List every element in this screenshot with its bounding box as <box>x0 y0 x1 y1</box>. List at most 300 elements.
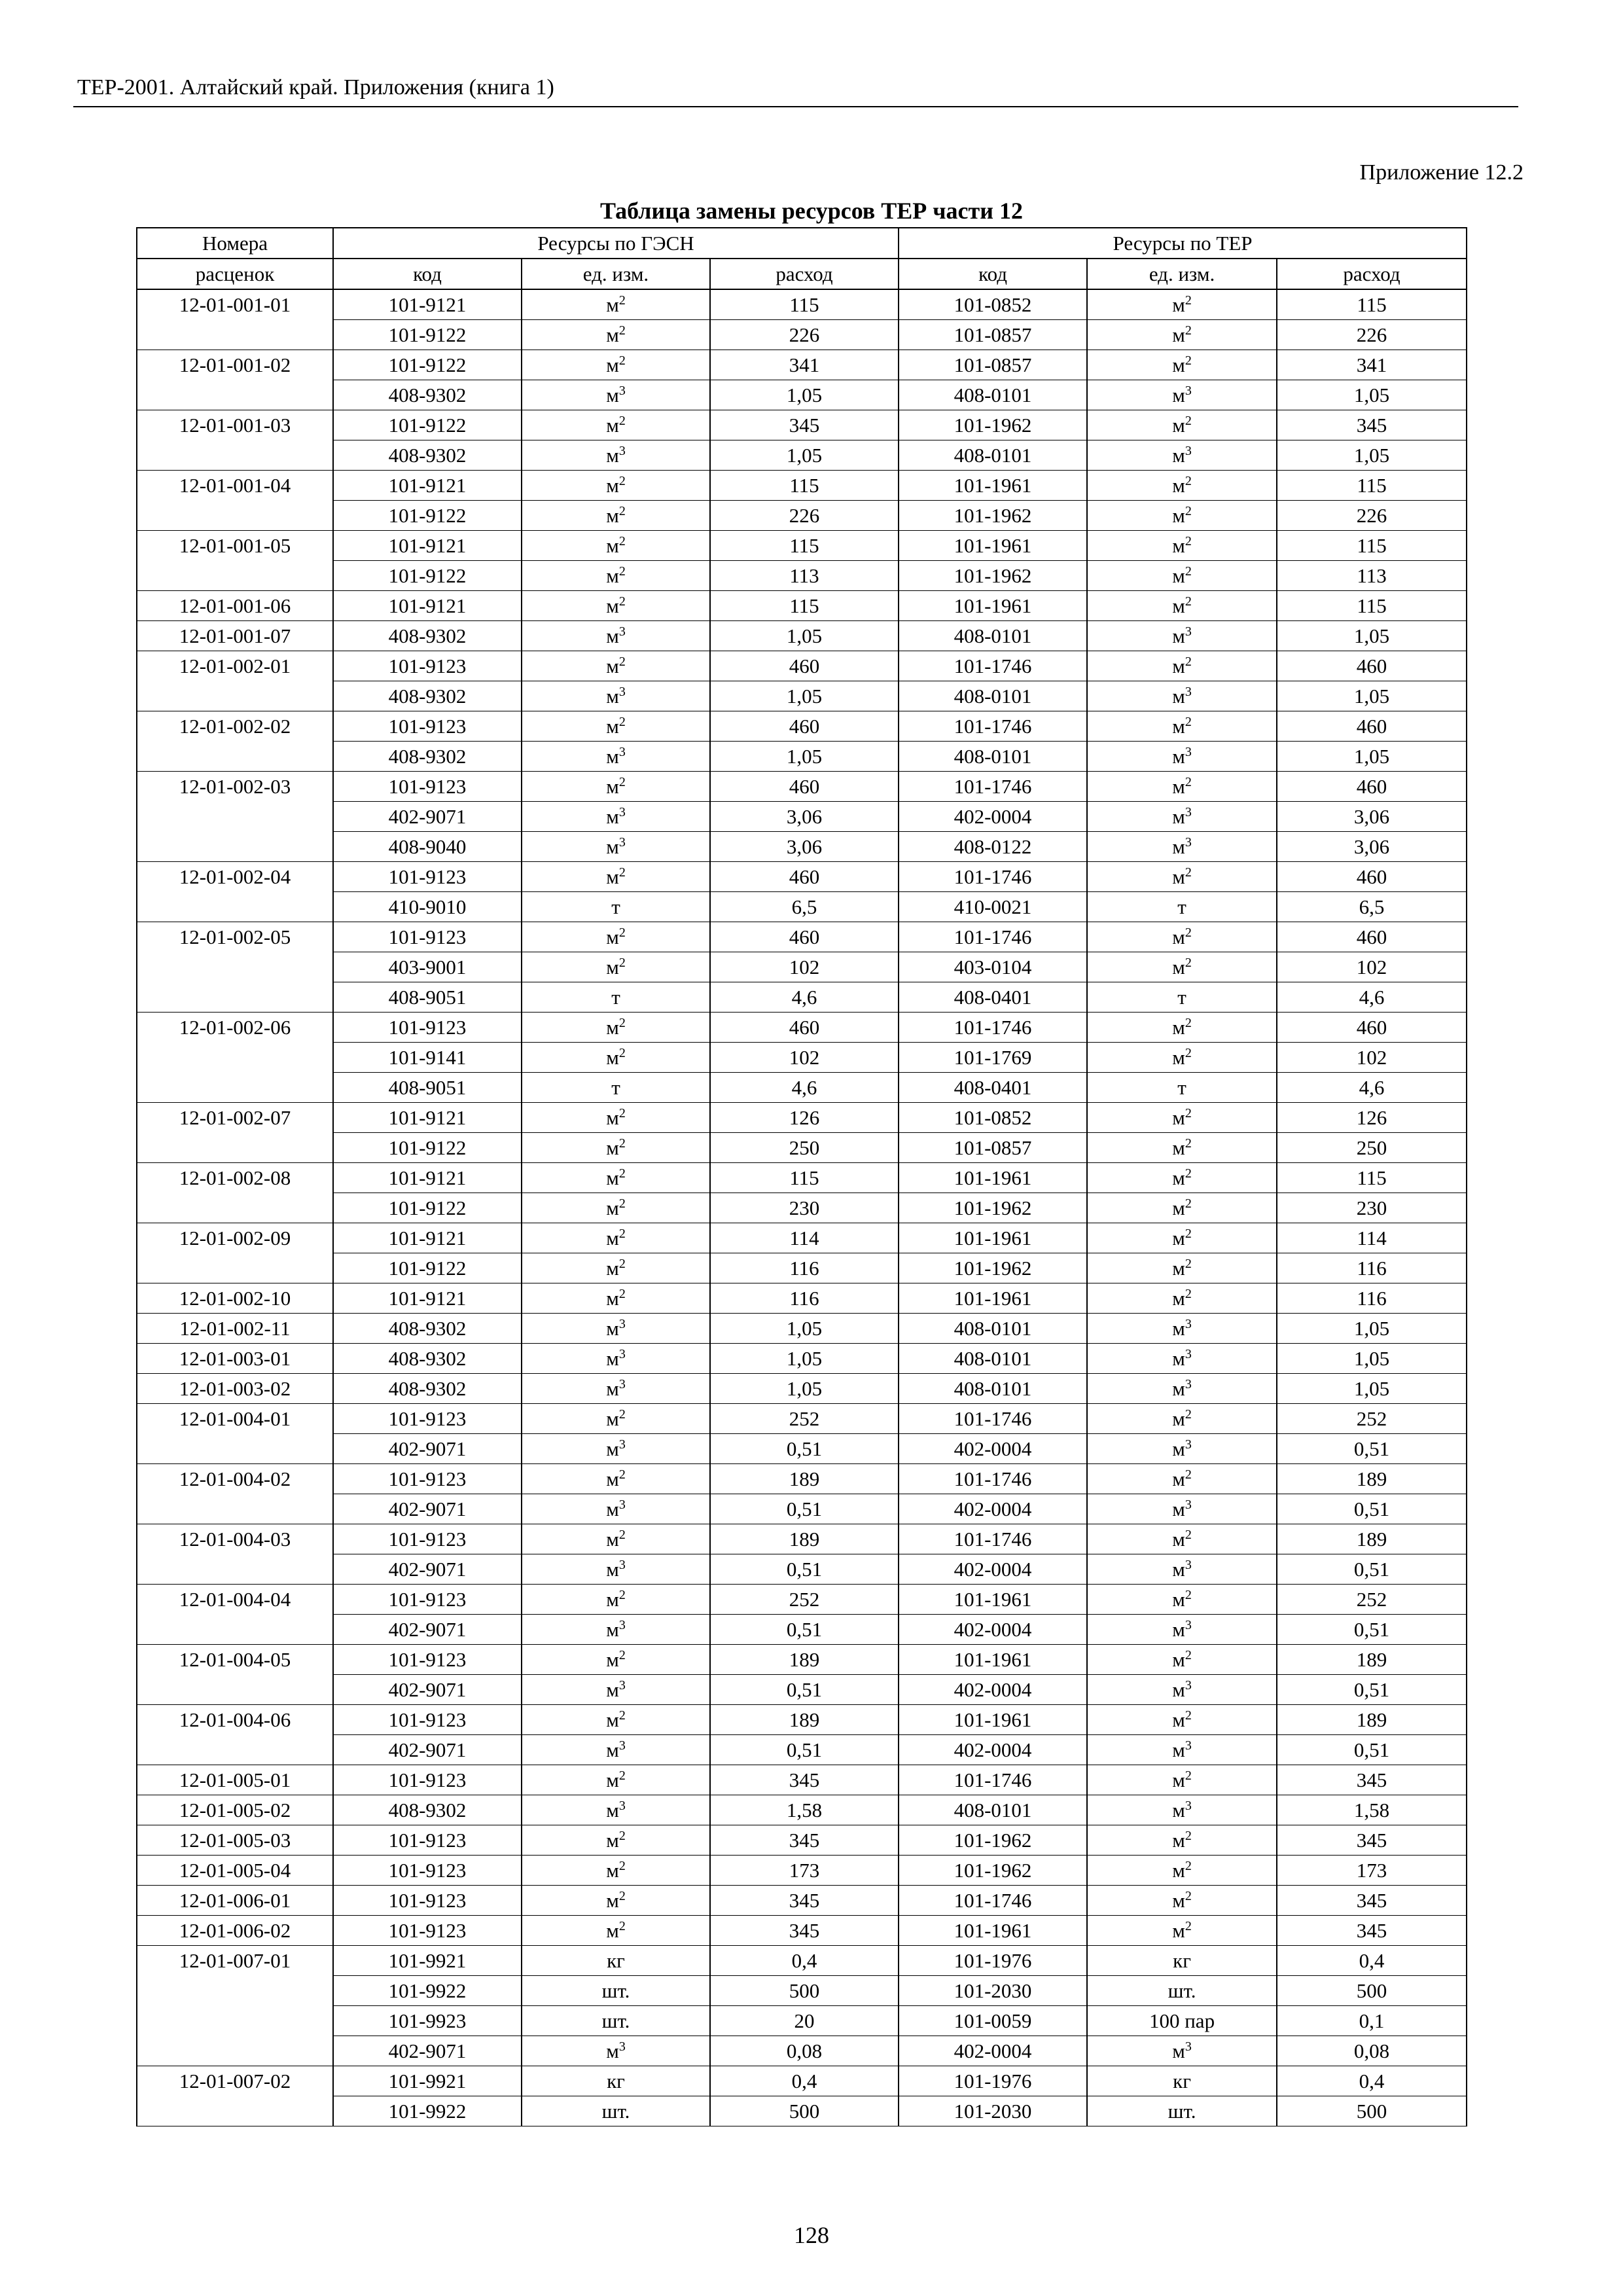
ter-code: 101-0857 <box>899 350 1087 380</box>
ter-code: 408-0101 <box>899 1314 1087 1344</box>
table-row <box>137 1103 1467 1133</box>
rate-number: 12-01-002-06 <box>137 1013 333 1043</box>
ter-unit: $м^3$ <box>1087 802 1277 832</box>
ter-unit: $м^2$ <box>1087 501 1277 531</box>
gesn-code: 101-9122 <box>333 1253 522 1283</box>
ter-amount: 460 <box>1277 862 1467 892</box>
col-ter-header: Ресурсы по ТЕР <box>899 228 1467 259</box>
ter-code: 101-1961 <box>899 1283 1087 1314</box>
rate-number <box>137 1434 333 1464</box>
gesn-amount: 0,51 <box>710 1735 899 1765</box>
table-row <box>137 410 1467 440</box>
ter-unit: $м^2$ <box>1087 1253 1277 1283</box>
rate-number: 12-01-003-02 <box>137 1374 333 1404</box>
ter-amount: 115 <box>1277 591 1467 621</box>
rate-number <box>137 742 333 772</box>
ter-code: 410-0021 <box>899 892 1087 922</box>
gesn-code: 408-9302 <box>333 380 522 410</box>
gesn-unit: $м^2$ <box>522 1103 710 1133</box>
gesn-code: 101-9922 <box>333 2096 522 2126</box>
ter-amount: 460 <box>1277 711 1467 742</box>
gesn-amount: 345 <box>710 1765 899 1795</box>
rate-number <box>137 1735 333 1765</box>
table-row <box>137 1916 1467 1946</box>
ter-unit: $м^2$ <box>1087 591 1277 621</box>
gesn-amount: 341 <box>710 350 899 380</box>
rate-number <box>137 832 333 862</box>
gesn-code: 101-9122 <box>333 501 522 531</box>
table-row <box>137 862 1467 892</box>
rate-number: 12-01-006-01 <box>137 1886 333 1916</box>
rate-number: 12-01-002-08 <box>137 1163 333 1193</box>
gesn-code: 408-9302 <box>333 1314 522 1344</box>
table-row <box>137 561 1467 591</box>
ter-code: 408-0101 <box>899 1795 1087 1825</box>
ter-amount: 3,06 <box>1277 832 1467 862</box>
gesn-unit: т <box>522 982 710 1013</box>
gesn-code: 101-9122 <box>333 350 522 380</box>
table-row <box>137 1825 1467 1856</box>
gesn-unit: $м^2$ <box>522 952 710 982</box>
gesn-code: 101-9122 <box>333 320 522 350</box>
gesn-unit: шт. <box>522 2006 710 2036</box>
table-row <box>137 621 1467 651</box>
rate-number: 12-01-001-07 <box>137 621 333 651</box>
gesn-code: 101-9122 <box>333 1133 522 1163</box>
ter-unit: $м^3$ <box>1087 440 1277 471</box>
gesn-code: 101-9123 <box>333 1825 522 1856</box>
gesn-amount: 3,06 <box>710 832 899 862</box>
rate-number: 12-01-005-02 <box>137 1795 333 1825</box>
table-row <box>137 2066 1467 2096</box>
gesn-unit: $м^2$ <box>522 772 710 802</box>
ter-code: 101-1961 <box>899 1916 1087 1946</box>
ter-code: 101-1962 <box>899 501 1087 531</box>
gesn-code: 408-9302 <box>333 742 522 772</box>
ter-amount: 102 <box>1277 1043 1467 1073</box>
col-ter-code: код <box>899 259 1087 289</box>
col-ter-unit: ед. изм. <box>1087 259 1277 289</box>
ter-amount: 1,05 <box>1277 440 1467 471</box>
ter-code: 101-1746 <box>899 862 1087 892</box>
ter-code: 101-1746 <box>899 1013 1087 1043</box>
gesn-code: 408-9302 <box>333 681 522 711</box>
ter-amount: 500 <box>1277 2096 1467 2126</box>
ter-code: 101-1746 <box>899 651 1087 681</box>
rate-number: 12-01-002-05 <box>137 922 333 952</box>
rate-number <box>137 1494 333 1524</box>
ter-amount: 345 <box>1277 1886 1467 1916</box>
gesn-code: 101-9123 <box>333 1585 522 1615</box>
ter-code: 101-1746 <box>899 1464 1087 1494</box>
rate-number: 12-01-002-09 <box>137 1223 333 1253</box>
ter-unit: 100 пар <box>1087 2006 1277 2036</box>
table-row <box>137 289 1467 320</box>
gesn-unit: $м^3$ <box>522 832 710 862</box>
ter-code: 408-0101 <box>899 380 1087 410</box>
ter-unit: $м^2$ <box>1087 922 1277 952</box>
rate-number <box>137 1253 333 1283</box>
gesn-amount: 460 <box>710 1013 899 1043</box>
ter-amount: 460 <box>1277 922 1467 952</box>
gesn-amount: 4,6 <box>710 982 899 1013</box>
ter-unit: шт. <box>1087 2096 1277 2126</box>
ter-amount: 189 <box>1277 1464 1467 1494</box>
ter-code: 101-0857 <box>899 1133 1087 1163</box>
rate-number: 12-01-001-06 <box>137 591 333 621</box>
gesn-unit: $м^2$ <box>522 410 710 440</box>
gesn-unit: $м^2$ <box>522 1133 710 1163</box>
rate-number <box>137 1976 333 2006</box>
ter-code: 402-0004 <box>899 1615 1087 1645</box>
table-row <box>137 1856 1467 1886</box>
gesn-code: 101-9121 <box>333 1163 522 1193</box>
ter-unit: $м^2$ <box>1087 1404 1277 1434</box>
ter-amount: 4,6 <box>1277 982 1467 1013</box>
ter-code: 408-0101 <box>899 681 1087 711</box>
table-row <box>137 501 1467 531</box>
gesn-code: 101-9122 <box>333 561 522 591</box>
ter-unit: $м^2$ <box>1087 1916 1277 1946</box>
ter-unit: $м^2$ <box>1087 289 1277 320</box>
ter-unit: $м^2$ <box>1087 1585 1277 1615</box>
gesn-unit: $м^2$ <box>522 862 710 892</box>
table-row <box>137 1043 1467 1073</box>
gesn-unit: кг <box>522 1946 710 1976</box>
table-row <box>137 1314 1467 1344</box>
ter-amount: 460 <box>1277 772 1467 802</box>
gesn-code: 101-9123 <box>333 772 522 802</box>
ter-amount: 345 <box>1277 410 1467 440</box>
gesn-amount: 115 <box>710 471 899 501</box>
table-row <box>137 1344 1467 1374</box>
ter-amount: 189 <box>1277 1645 1467 1675</box>
ter-amount: 4,6 <box>1277 1073 1467 1103</box>
ter-amount: 226 <box>1277 320 1467 350</box>
table-row <box>137 1073 1467 1103</box>
table-row <box>137 832 1467 862</box>
gesn-amount: 102 <box>710 1043 899 1073</box>
table-row <box>137 982 1467 1013</box>
rate-number <box>137 1615 333 1645</box>
gesn-amount: 114 <box>710 1223 899 1253</box>
ter-unit: $м^3$ <box>1087 380 1277 410</box>
gesn-code: 402-9071 <box>333 1675 522 1705</box>
ter-amount: 1,05 <box>1277 681 1467 711</box>
rate-number: 12-01-007-01 <box>137 1946 333 1976</box>
rate-number: 12-01-004-02 <box>137 1464 333 1494</box>
ter-code: 101-1962 <box>899 410 1087 440</box>
table-row <box>137 1494 1467 1524</box>
ter-unit: $м^3$ <box>1087 1675 1277 1705</box>
ter-amount: 226 <box>1277 501 1467 531</box>
ter-code: 101-1961 <box>899 1223 1087 1253</box>
ter-unit: $м^2$ <box>1087 1825 1277 1856</box>
ter-amount: 115 <box>1277 289 1467 320</box>
ter-amount: 189 <box>1277 1524 1467 1554</box>
gesn-unit: $м^2$ <box>522 289 710 320</box>
gesn-unit: $м^3$ <box>522 1795 710 1825</box>
gesn-code: 101-9121 <box>333 591 522 621</box>
gesn-amount: 0,51 <box>710 1675 899 1705</box>
col-ter-amount: расход <box>1277 259 1467 289</box>
ter-unit: $м^2$ <box>1087 1705 1277 1735</box>
ter-amount: 113 <box>1277 561 1467 591</box>
ter-code: 402-0004 <box>899 1675 1087 1705</box>
gesn-code: 402-9071 <box>333 2036 522 2066</box>
ter-unit: $м^3$ <box>1087 621 1277 651</box>
gesn-amount: 1,05 <box>710 621 899 651</box>
gesn-amount: 252 <box>710 1585 899 1615</box>
ter-unit: т <box>1087 892 1277 922</box>
ter-unit: $м^2$ <box>1087 711 1277 742</box>
gesn-unit: $м^2$ <box>522 320 710 350</box>
ter-amount: 460 <box>1277 651 1467 681</box>
gesn-amount: 500 <box>710 1976 899 2006</box>
ter-amount: 1,05 <box>1277 1314 1467 1344</box>
gesn-unit: $м^2$ <box>522 1253 710 1283</box>
rate-number <box>137 1073 333 1103</box>
gesn-unit: $м^3$ <box>522 1735 710 1765</box>
rate-number: 12-01-004-03 <box>137 1524 333 1554</box>
gesn-unit: $м^2$ <box>522 531 710 561</box>
gesn-unit: $м^3$ <box>522 1554 710 1585</box>
ter-code: 101-1961 <box>899 531 1087 561</box>
gesn-unit: $м^3$ <box>522 380 710 410</box>
ter-amount: 252 <box>1277 1585 1467 1615</box>
rate-number: 12-01-002-02 <box>137 711 333 742</box>
gesn-amount: 102 <box>710 952 899 982</box>
table-row <box>137 1404 1467 1434</box>
table-row <box>137 1615 1467 1645</box>
gesn-unit: $м^2$ <box>522 1705 710 1735</box>
gesn-unit: $м^2$ <box>522 1193 710 1223</box>
table-row <box>137 1223 1467 1253</box>
gesn-code: 101-9123 <box>333 1524 522 1554</box>
gesn-amount: 250 <box>710 1133 899 1163</box>
gesn-amount: 345 <box>710 410 899 440</box>
ter-amount: 1,05 <box>1277 742 1467 772</box>
ter-unit: $м^3$ <box>1087 1795 1277 1825</box>
table-row <box>137 1946 1467 1976</box>
rate-number: 12-01-006-02 <box>137 1916 333 1946</box>
ter-amount: 116 <box>1277 1253 1467 1283</box>
header-row-1 <box>137 228 1467 259</box>
ter-unit: $м^3$ <box>1087 1314 1277 1344</box>
ter-unit: $м^2$ <box>1087 1765 1277 1795</box>
gesn-amount: 226 <box>710 320 899 350</box>
table-row <box>137 922 1467 952</box>
running-header <box>73 73 1518 107</box>
gesn-unit: т <box>522 892 710 922</box>
ter-amount: 0,51 <box>1277 1494 1467 1524</box>
gesn-unit: $м^2$ <box>522 1765 710 1795</box>
ter-amount: 252 <box>1277 1404 1467 1434</box>
gesn-code: 101-9121 <box>333 1283 522 1314</box>
ter-code: 408-0101 <box>899 440 1087 471</box>
rate-number <box>137 320 333 350</box>
gesn-code: 101-9123 <box>333 1645 522 1675</box>
ter-unit: т <box>1087 1073 1277 1103</box>
gesn-code: 101-9921 <box>333 2066 522 2096</box>
gesn-code: 101-9123 <box>333 1464 522 1494</box>
gesn-code: 101-9123 <box>333 1856 522 1886</box>
table-row <box>137 1585 1467 1615</box>
ter-code: 101-1746 <box>899 1765 1087 1795</box>
gesn-code: 410-9010 <box>333 892 522 922</box>
ter-amount: 3,06 <box>1277 802 1467 832</box>
table-row <box>137 1976 1467 2006</box>
table-row <box>137 952 1467 982</box>
table-row <box>137 1013 1467 1043</box>
table-row <box>137 1675 1467 1705</box>
gesn-unit: $м^2$ <box>522 561 710 591</box>
table-row <box>137 2096 1467 2126</box>
gesn-unit: $м^2$ <box>522 1856 710 1886</box>
header-row-2 <box>137 259 1467 289</box>
ter-amount: 0,51 <box>1277 1735 1467 1765</box>
ter-unit: $м^2$ <box>1087 410 1277 440</box>
table-row <box>137 320 1467 350</box>
gesn-unit: $м^2$ <box>522 1524 710 1554</box>
ter-code: 402-0004 <box>899 1434 1087 1464</box>
col-gesn-code: код <box>333 259 522 289</box>
ter-amount: 460 <box>1277 1013 1467 1043</box>
gesn-amount: 0,51 <box>710 1434 899 1464</box>
ter-amount: 1,05 <box>1277 1374 1467 1404</box>
gesn-code: 101-9121 <box>333 1103 522 1133</box>
gesn-code: 408-9302 <box>333 1374 522 1404</box>
gesn-unit: $м^2$ <box>522 1404 710 1434</box>
ter-amount: 115 <box>1277 1163 1467 1193</box>
ter-amount: 345 <box>1277 1825 1467 1856</box>
gesn-amount: 20 <box>710 2006 899 2036</box>
ter-unit: $м^2$ <box>1087 1886 1277 1916</box>
ter-code: 101-1962 <box>899 561 1087 591</box>
rate-number <box>137 982 333 1013</box>
ter-code: 101-1961 <box>899 1645 1087 1675</box>
ter-amount: 0,51 <box>1277 1434 1467 1464</box>
gesn-amount: 173 <box>710 1856 899 1886</box>
table-row <box>137 1434 1467 1464</box>
ter-code: 402-0004 <box>899 1494 1087 1524</box>
table-row <box>137 1705 1467 1735</box>
ter-amount: 1,58 <box>1277 1795 1467 1825</box>
ter-unit: $м^2$ <box>1087 1193 1277 1223</box>
ter-unit: $м^3$ <box>1087 1735 1277 1765</box>
gesn-unit: $м^3$ <box>522 742 710 772</box>
gesn-unit: $м^3$ <box>522 681 710 711</box>
gesn-code: 101-9123 <box>333 922 522 952</box>
ter-amount: 173 <box>1277 1856 1467 1886</box>
col-gesn-unit: ед. изм. <box>522 259 710 289</box>
gesn-unit: $м^3$ <box>522 1615 710 1645</box>
rate-number: 12-01-001-03 <box>137 410 333 440</box>
rate-number: 12-01-003-01 <box>137 1344 333 1374</box>
gesn-code: 101-9123 <box>333 1765 522 1795</box>
ter-code: 101-1961 <box>899 1705 1087 1735</box>
ter-code: 408-0101 <box>899 742 1087 772</box>
gesn-amount: 226 <box>710 501 899 531</box>
rate-number <box>137 1193 333 1223</box>
gesn-unit: $м^2$ <box>522 1585 710 1615</box>
gesn-unit: $м^3$ <box>522 1494 710 1524</box>
rate-number: 12-01-001-04 <box>137 471 333 501</box>
rate-number: 12-01-002-01 <box>137 651 333 681</box>
ter-amount: 0,4 <box>1277 2066 1467 2096</box>
ter-code: 101-0852 <box>899 289 1087 320</box>
table-row <box>137 1554 1467 1585</box>
gesn-amount: 3,06 <box>710 802 899 832</box>
rate-number: 12-01-004-01 <box>137 1404 333 1434</box>
gesn-code: 101-9923 <box>333 2006 522 2036</box>
gesn-amount: 500 <box>710 2096 899 2126</box>
gesn-amount: 116 <box>710 1253 899 1283</box>
ter-unit: $м^2$ <box>1087 1524 1277 1554</box>
rate-number <box>137 1043 333 1073</box>
gesn-code: 101-9922 <box>333 1976 522 2006</box>
ter-amount: 115 <box>1277 471 1467 501</box>
gesn-amount: 113 <box>710 561 899 591</box>
ter-code: 101-1976 <box>899 1946 1087 1976</box>
rate-number: 12-01-004-05 <box>137 1645 333 1675</box>
gesn-code: 402-9071 <box>333 1735 522 1765</box>
ter-amount: 0,51 <box>1277 1554 1467 1585</box>
ter-unit: $м^3$ <box>1087 1344 1277 1374</box>
ter-amount: 115 <box>1277 531 1467 561</box>
gesn-unit: шт. <box>522 1976 710 2006</box>
rate-number <box>137 952 333 982</box>
rate-number: 12-01-001-02 <box>137 350 333 380</box>
table-row <box>137 681 1467 711</box>
gesn-unit: $м^2$ <box>522 1886 710 1916</box>
ter-unit: кг <box>1087 1946 1277 1976</box>
ter-code: 408-0101 <box>899 1374 1087 1404</box>
table-row <box>137 380 1467 410</box>
ter-unit: $м^2$ <box>1087 1464 1277 1494</box>
rate-number <box>137 892 333 922</box>
gesn-amount: 189 <box>710 1464 899 1494</box>
gesn-unit: $м^2$ <box>522 1464 710 1494</box>
ter-code: 402-0004 <box>899 802 1087 832</box>
ter-code: 101-1746 <box>899 922 1087 952</box>
gesn-amount: 345 <box>710 1916 899 1946</box>
table-row <box>137 802 1467 832</box>
page-number: 128 <box>794 2222 829 2248</box>
ter-amount: 500 <box>1277 1976 1467 2006</box>
ter-code: 101-1962 <box>899 1856 1087 1886</box>
gesn-amount: 126 <box>710 1103 899 1133</box>
rate-number <box>137 1554 333 1585</box>
gesn-amount: 460 <box>710 651 899 681</box>
rate-number <box>137 1133 333 1163</box>
gesn-code: 101-9123 <box>333 1705 522 1735</box>
ter-unit: $м^2$ <box>1087 1856 1277 1886</box>
gesn-unit: $м^2$ <box>522 1223 710 1253</box>
gesn-code: 402-9071 <box>333 802 522 832</box>
ter-code: 101-1746 <box>899 711 1087 742</box>
gesn-amount: 0,51 <box>710 1554 899 1585</box>
ter-amount: 0,1 <box>1277 2006 1467 2036</box>
gesn-code: 402-9071 <box>333 1554 522 1585</box>
ter-unit: $м^2$ <box>1087 1223 1277 1253</box>
gesn-unit: $м^2$ <box>522 1645 710 1675</box>
ter-amount: 189 <box>1277 1705 1467 1735</box>
ter-code: 408-0122 <box>899 832 1087 862</box>
appendix-label: Приложение 12.2 <box>1359 160 1524 185</box>
gesn-unit: $м^3$ <box>522 1434 710 1464</box>
table-row <box>137 1464 1467 1494</box>
